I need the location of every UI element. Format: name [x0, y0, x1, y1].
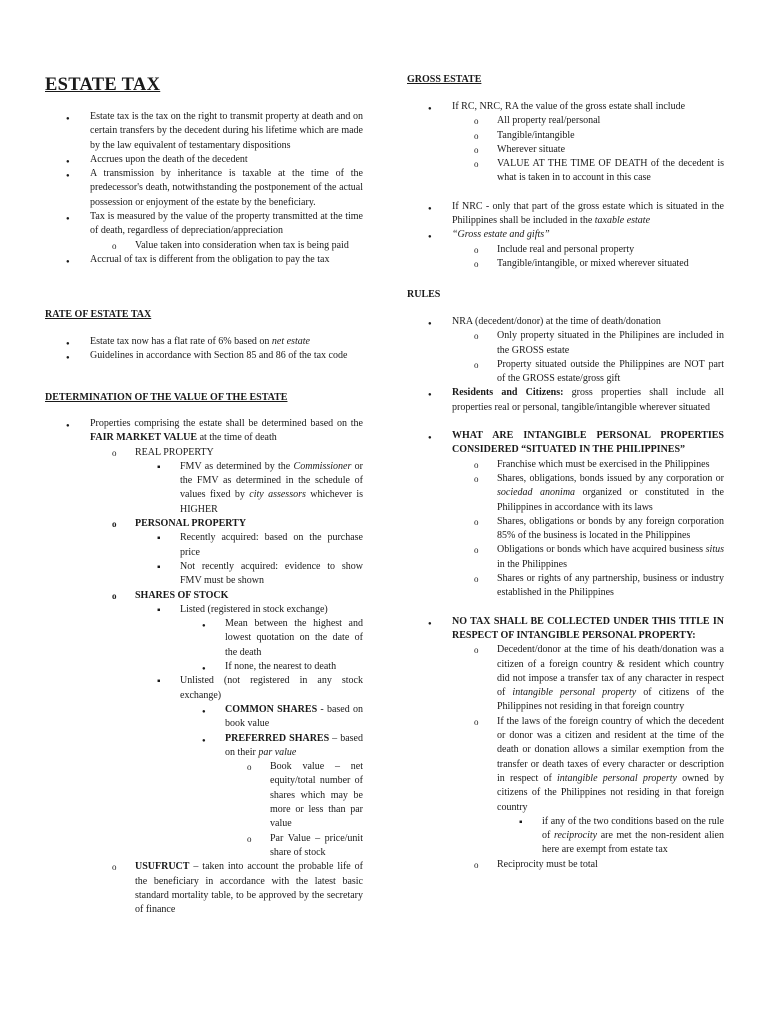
circle-bullet-icon	[474, 472, 479, 486]
list-item: ● If NRC - only that part of the gross estate which is situated in the Philippines shall be included in the taxable estate	[407, 200, 724, 229]
list-item: ● COMMON SHARES - based on book value	[45, 703, 363, 732]
list-item: o Only property situated in the Philipines are included in the GROSS estate	[407, 329, 724, 358]
circle-bullet-icon	[112, 446, 117, 460]
list-item: ▪ FMV as determined by the Commissioner or the FMV as determined in the schedule of values fixed by city assessors whichever is HIGHER	[45, 460, 363, 517]
section-heading-gross-estate: GROSS ESTATE	[407, 74, 482, 85]
bullet-icon	[66, 167, 70, 183]
list-item: o PERSONAL PROPERTY	[45, 517, 363, 531]
bullet-icon	[428, 615, 432, 631]
list-item: o Obligations or bonds which have acquired business situs in the Philippines	[407, 543, 724, 572]
circle-bullet-icon	[474, 515, 479, 529]
circle-bullet-icon	[247, 832, 252, 846]
list-item: ● Accrues upon the death of the decedent	[45, 153, 363, 167]
list-item: ● If none, the nearest to death	[45, 660, 363, 674]
list-item: ● Mean between the highest and lowest quotation on the date of the death	[45, 617, 363, 660]
square-bullet-icon	[157, 460, 161, 475]
bullet-icon	[428, 200, 432, 216]
rate-list	[45, 335, 363, 364]
gross-estate-list	[407, 100, 724, 271]
list-item: o Value taken into consideration when tax is being paid	[45, 239, 363, 253]
circle-bullet-icon	[474, 129, 479, 143]
list-item: o Tangible/intangible, or mixed wherever situated	[407, 257, 724, 271]
intro-list	[45, 110, 363, 267]
bullet-icon	[66, 110, 70, 126]
circle-bullet-icon	[474, 858, 479, 872]
bullet-icon	[428, 429, 432, 445]
section-heading-rate: RATE OF ESTATE TAX	[45, 309, 152, 320]
list-item: ▪ Recently acquired: based on the purchase price	[45, 531, 363, 560]
list-item: ● Accrual of tax is different from the obligation to pay the tax	[45, 253, 363, 267]
list-item: o Wherever situate	[407, 143, 724, 157]
list-item: ● “Gross estate and gifts”	[407, 228, 724, 242]
list-item: ▪ Listed (registered in stock exchange)	[45, 603, 363, 617]
list-item: o SHARES OF STOCK	[45, 589, 363, 603]
circle-bullet-icon	[474, 572, 479, 586]
bullet-icon	[202, 703, 206, 719]
square-bullet-icon	[157, 603, 161, 618]
list-item: o If the laws of the foreign country of which the decedent or donor was a citizen and resident at the time of the death or donation allows a similar exemption from the transfer or death taxes of every character or description in respect of intangible personal property owned by citizens of the Philippines not residing in that foreign country	[407, 715, 724, 815]
list-item: ● A transmission by inheritance is taxable at the time of the predecessor's death, notwithstanding the postponement of the actual possession or enjoyment of the estate by the beneficiary.	[45, 167, 363, 210]
circle-bullet-icon	[474, 114, 479, 128]
list-item: ● Estate tax is the tax on the right to transmit property at death and on certain transfers by the decedent during his lifetime which are made by the law equivalent of testamentary dispositions	[45, 110, 363, 153]
list-item: o REAL PROPERTY	[45, 446, 363, 460]
list-item: o Property situated outside the Philippines are NOT part of the GROSS estate/gross gift	[407, 358, 724, 387]
bullet-icon	[202, 732, 206, 748]
bullet-icon	[66, 349, 70, 365]
page-title: ESTATE TAX	[45, 75, 161, 95]
square-bullet-icon	[157, 531, 161, 546]
list-item: ▪ Not recently acquired: evidence to show FMV must be shown	[45, 560, 363, 589]
circle-bullet-icon	[474, 715, 479, 729]
determination-list	[45, 417, 363, 917]
list-item: o Shares, obligations or bonds by any foreign corporation 85% of the business is located in the Philippines	[407, 515, 724, 544]
square-bullet-icon	[519, 815, 523, 830]
circle-bullet-icon	[112, 860, 117, 874]
bullet-icon	[66, 210, 70, 226]
list-item: o Shares or rights of any partnership, business or industry established in the Philippines	[407, 572, 724, 601]
list-item: ● NRA (decedent/donor) at the time of death/donation	[407, 315, 724, 329]
square-bullet-icon	[157, 560, 161, 575]
list-item: ● WHAT ARE INTANGIBLE PERSONAL PROPERTIES CONSIDERED “SITUATED IN THE PHILIPPINES”	[407, 429, 724, 458]
circle-bullet-icon	[247, 760, 252, 774]
circle-bullet-icon	[112, 589, 117, 603]
list-item: o Decedent/donor at the time of his death/donation was a citizen of a foreign country & resident which country did not impose a transfer tax of any character in respect of intangible personal property of citizens of the Philippines not residing in that foreign country	[407, 643, 724, 714]
list-item: ● Estate tax now has a flat rate of 6% based on net estate	[45, 335, 363, 349]
circle-bullet-icon	[474, 543, 479, 557]
bullet-icon	[66, 253, 70, 269]
circle-bullet-icon	[474, 157, 479, 171]
list-item: ▪ if any of the two conditions based on the rule of reciprocity are met the non-resident alien here are exempt from estate tax	[407, 815, 724, 858]
list-item: o Franchise which must be exercised in the Philippines	[407, 458, 724, 472]
list-item: ● Guidelines in accordance with Section 85 and 86 of the tax code	[45, 349, 363, 363]
circle-bullet-icon	[474, 143, 479, 157]
list-item: o Par Value – price/unit share of stock	[45, 832, 363, 861]
circle-bullet-icon	[474, 257, 479, 271]
list-item: o VALUE AT THE TIME OF DEATH of the decedent is what is taken in to account in this case	[407, 157, 724, 186]
bullet-icon	[66, 417, 70, 433]
list-item: ● NO TAX SHALL BE COLLECTED UNDER THIS TITLE IN RESPECT OF INTANGIBLE PERSONAL PROPERTY:	[407, 615, 724, 644]
circle-bullet-icon	[474, 243, 479, 257]
list-item: o USUFRUCT – taken into account the probable life of the beneficiary in accordance with the latest basic standard mortality table, to be approved by the secretary of finance	[45, 860, 363, 917]
list-item: ● Properties comprising the estate shall be determined based on the FAIR MARKET VALUE at the time of death	[45, 417, 363, 446]
list-item: o Book value – net equity/total number of shares which may be more or less than par value	[45, 760, 363, 831]
section-heading-rules: RULES	[407, 289, 441, 300]
bullet-icon	[428, 386, 432, 402]
circle-bullet-icon	[474, 329, 479, 343]
circle-bullet-icon	[474, 643, 479, 657]
list-item: o Tangible/intangible	[407, 129, 724, 143]
rules-list	[407, 315, 724, 872]
list-item: o All property real/personal	[407, 114, 724, 128]
circle-bullet-icon	[474, 358, 479, 372]
circle-bullet-icon	[112, 239, 117, 253]
bullet-icon	[202, 617, 206, 633]
list-item: ● If RC, NRC, RA the value of the gross estate shall include	[407, 100, 724, 114]
list-item: o Include real and personal property	[407, 243, 724, 257]
circle-bullet-icon	[112, 517, 117, 531]
list-item: ▪ Unlisted (not registered in any stock exchange)	[45, 674, 363, 703]
list-item: o Shares, obligations, bonds issued by any corporation or sociedad anonima organized or constituted in the Philippines in accordance with its laws	[407, 472, 724, 515]
section-heading-determination: DETERMINATION OF THE VALUE OF THE ESTATE	[45, 392, 288, 403]
square-bullet-icon	[157, 674, 161, 689]
list-item: ● Residents and Citizens: gross properties shall include all properties real or personal, tangible/intangible wherever situated	[407, 386, 724, 415]
circle-bullet-icon	[474, 458, 479, 472]
list-item: o Reciprocity must be total	[407, 858, 724, 872]
list-item: ● PREFERRED SHARES – based on their par value	[45, 732, 363, 761]
list-item: ● Tax is measured by the value of the property transmitted at the time of death, regardless of depreciation/appreciation	[45, 210, 363, 239]
